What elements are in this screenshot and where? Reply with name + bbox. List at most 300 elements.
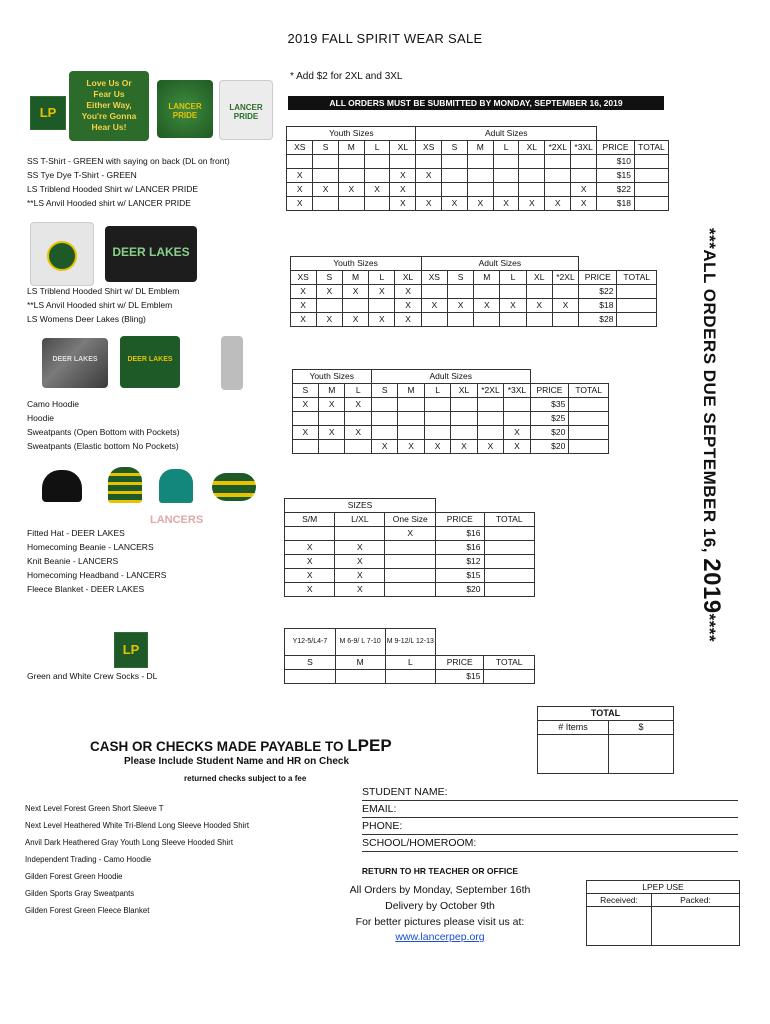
size-cell[interactable]	[500, 285, 526, 299]
size-cell[interactable]: X	[285, 555, 335, 569]
size-cell[interactable]	[545, 169, 571, 183]
size-cell[interactable]	[442, 155, 468, 169]
size-cell[interactable]	[335, 670, 385, 684]
size-cell[interactable]: X	[504, 440, 530, 454]
size-cell[interactable]: X	[552, 299, 578, 313]
size-cell[interactable]: X	[287, 197, 313, 211]
size-cell[interactable]: X	[395, 285, 421, 299]
total-cell[interactable]	[569, 426, 609, 440]
size-cell[interactable]	[385, 541, 436, 555]
size-cell[interactable]: X	[335, 541, 385, 555]
size-cell[interactable]	[504, 412, 530, 426]
size-cell[interactable]: X	[571, 197, 597, 211]
price-cell: $28	[579, 313, 617, 327]
size-cell[interactable]	[571, 169, 597, 183]
size-header: XL	[390, 141, 416, 155]
size-cell[interactable]	[369, 299, 395, 313]
size-cell[interactable]	[338, 155, 364, 169]
size-cell[interactable]: X	[390, 169, 416, 183]
size-cell[interactable]: X	[345, 426, 371, 440]
size-cell[interactable]	[467, 183, 493, 197]
size-header: S	[292, 384, 318, 398]
size-header: M	[398, 384, 424, 398]
size-cell[interactable]	[316, 299, 342, 313]
size-cell[interactable]	[474, 285, 500, 299]
lancer-logo-icon: LP	[30, 96, 66, 130]
size-cell[interactable]	[371, 426, 397, 440]
price-cell: $18	[597, 197, 635, 211]
shirts-order-table	[25, 126, 669, 211]
youth-sizes-header: Youth Sizes	[290, 257, 421, 271]
price-cell: $35	[530, 398, 569, 412]
item-name: Fitted Hat - DEER LAKES	[27, 528, 125, 538]
size-cell[interactable]: X	[477, 440, 503, 454]
received-field[interactable]	[587, 907, 652, 945]
spacer	[25, 271, 290, 285]
student-field-label: EMAIL:	[362, 803, 397, 815]
size-cell[interactable]	[398, 412, 424, 426]
size-header: XL	[519, 141, 545, 155]
size-cell[interactable]	[552, 285, 578, 299]
size-cell[interactable]	[385, 555, 436, 569]
item-name: LS Triblend Hooded Shirt w/ LANCER PRIDE	[27, 184, 199, 194]
spacer	[579, 257, 617, 271]
student-field[interactable]	[362, 818, 738, 835]
spacer	[597, 127, 635, 141]
student-field[interactable]	[362, 801, 738, 818]
size-cell[interactable]	[292, 440, 318, 454]
socks-size-range: M 9-12/L 12-13	[385, 629, 435, 656]
size-header: PRICE	[530, 384, 569, 398]
size-header: S	[371, 384, 397, 398]
size-cell[interactable]	[500, 313, 526, 327]
total-cell[interactable]	[617, 299, 657, 313]
size-cell[interactable]: X	[416, 169, 442, 183]
size-cell[interactable]	[364, 197, 390, 211]
size-cell[interactable]: X	[416, 197, 442, 211]
hoodies-sweatpants-order-table	[25, 369, 609, 454]
size-cell[interactable]	[385, 670, 435, 684]
spacer	[25, 370, 292, 384]
return-line-delivery: Delivery by October 9th	[385, 900, 495, 912]
item-name: Homecoming Headband - LANCERS	[27, 570, 167, 580]
size-cell[interactable]	[519, 169, 545, 183]
socks-size-range: M 6-9/ L 7-10	[335, 629, 385, 656]
item-name: Knit Beanie - LANCERS	[27, 556, 119, 566]
size-cell[interactable]: X	[285, 583, 335, 597]
student-field[interactable]	[362, 784, 738, 801]
size-cell[interactable]: X	[474, 299, 500, 313]
product-source-item: Next Level Heathered White Tri-Blend Long Sleeve Hooded Shirt	[25, 821, 250, 830]
size-cell[interactable]	[424, 412, 450, 426]
returned-checks-note: returned checks subject to a fee	[184, 774, 307, 783]
size-cell[interactable]	[526, 285, 552, 299]
size-cell[interactable]: X	[335, 569, 385, 583]
size-cell[interactable]: X	[287, 169, 313, 183]
size-header: XS	[290, 271, 316, 285]
size-header: S/M	[285, 513, 335, 527]
size-cell[interactable]	[313, 155, 339, 169]
size-cell[interactable]: X	[338, 183, 364, 197]
size-cell[interactable]: X	[545, 197, 571, 211]
price-cell: $16	[436, 541, 484, 555]
size-cell[interactable]	[385, 583, 436, 597]
size-cell[interactable]	[504, 398, 530, 412]
size-cell[interactable]: X	[442, 197, 468, 211]
return-info	[320, 866, 560, 945]
return-line-orders: All Orders by Monday, September 16th	[349, 884, 531, 896]
size-cell[interactable]: X	[285, 541, 335, 555]
size-cell[interactable]: X	[398, 440, 424, 454]
price-cell: $18	[579, 299, 617, 313]
page-title: 2019 FALL SPIRIT WEAR SALE	[287, 31, 483, 46]
size-cell[interactable]	[571, 155, 597, 169]
item-name: SS Tye Dye T-Shirt - GREEN	[27, 170, 137, 180]
size-cell[interactable]	[424, 426, 450, 440]
size-cell[interactable]	[416, 183, 442, 197]
sizes-header: SIZES	[285, 499, 436, 513]
size-cell[interactable]: X	[395, 299, 421, 313]
size-header: *2XL	[545, 141, 571, 155]
promo-line: Hear Us!	[91, 122, 127, 132]
promo-line: Either Way,	[86, 100, 132, 110]
size-header: *3XL	[571, 141, 597, 155]
size-header: XS	[416, 141, 442, 155]
size-cell[interactable]: X	[319, 398, 345, 412]
price-cell: $20	[530, 426, 569, 440]
packed-field[interactable]	[652, 907, 739, 945]
size-cell[interactable]	[519, 183, 545, 197]
total-cell[interactable]	[634, 169, 668, 183]
student-info-fields	[362, 784, 738, 852]
promo-line: Love Us Or	[86, 78, 132, 88]
lpep-use-title: LPEP USE	[587, 881, 739, 894]
lpep-use-box	[586, 880, 740, 946]
total-cell[interactable]	[484, 583, 534, 597]
size-header: One Size	[385, 513, 436, 527]
size-header: L/XL	[335, 513, 385, 527]
deer-lakes-bling-shirt-image: DEER LAKES	[105, 226, 197, 282]
spacer	[25, 656, 285, 670]
size-cell[interactable]	[398, 426, 424, 440]
size-cell[interactable]	[493, 169, 519, 183]
size-cell[interactable]	[526, 313, 552, 327]
student-field[interactable]	[362, 835, 738, 852]
size-cell[interactable]: X	[424, 440, 450, 454]
student-field-label: SCHOOL/HOMEROOM:	[362, 837, 477, 849]
totals-box	[537, 706, 674, 774]
item-name: Green and White Crew Socks - DL	[27, 671, 158, 681]
size-cell[interactable]: X	[451, 440, 477, 454]
size-header: TOTAL	[569, 384, 609, 398]
size-cell[interactable]: X	[345, 398, 371, 412]
item-name: **LS Anvil Hooded shirt w/ DL Emblem	[27, 300, 173, 310]
item-name: SS T-Shirt - GREEN with saying on back (DL on front)	[27, 156, 230, 166]
size-cell[interactable]: X	[316, 285, 342, 299]
size-cell[interactable]	[447, 313, 473, 327]
size-header: M	[338, 141, 364, 155]
include-name-note: Please Include Student Name and HR on Check	[124, 756, 350, 767]
youth-sizes-header: Youth Sizes	[287, 127, 416, 141]
size-cell[interactable]	[477, 412, 503, 426]
total-cell[interactable]	[484, 555, 534, 569]
size-cell[interactable]	[424, 398, 450, 412]
size-header: XL	[526, 271, 552, 285]
price-cell: $20	[530, 440, 569, 454]
size-cell[interactable]: X	[385, 527, 436, 541]
return-title: RETURN TO HR TEACHER OR OFFICE	[361, 866, 519, 876]
size-cell[interactable]	[451, 426, 477, 440]
size-cell[interactable]: X	[285, 569, 335, 583]
total-cell[interactable]	[634, 155, 668, 169]
price-cell: $22	[597, 183, 635, 197]
size-header: XL	[451, 384, 477, 398]
lancers-label: LANCERS	[150, 514, 204, 526]
size-cell[interactable]	[545, 183, 571, 197]
size-cell[interactable]: X	[519, 197, 545, 211]
size-cell[interactable]: X	[395, 313, 421, 327]
size-cell[interactable]: X	[319, 426, 345, 440]
product-source-item: Anvil Dark Heathered Gray Youth Long Sleeve Hooded Shirt	[25, 838, 234, 847]
size-cell[interactable]	[285, 527, 335, 541]
item-name: Sweatpants (Open Bottom with Pockets)	[27, 427, 180, 437]
size-cell[interactable]	[371, 398, 397, 412]
size-cell[interactable]	[451, 398, 477, 412]
size-cell[interactable]	[451, 412, 477, 426]
total-cell[interactable]	[634, 183, 668, 197]
spacer	[25, 384, 292, 398]
size-header: L	[345, 384, 371, 398]
size-cell[interactable]	[447, 285, 473, 299]
lancer-logo-icon: LP	[114, 632, 148, 668]
size-cell[interactable]: X	[571, 183, 597, 197]
size-cell[interactable]	[519, 155, 545, 169]
total-cell[interactable]	[484, 541, 534, 555]
return-line-pictures: For better pictures please visit us at:	[355, 916, 525, 928]
size-cell[interactable]	[442, 169, 468, 183]
total-cell[interactable]	[634, 197, 668, 211]
spacer	[25, 513, 285, 527]
total-cell[interactable]	[484, 569, 534, 583]
socks-size-range: Y12-5/L4-7	[285, 629, 335, 656]
total-cell[interactable]	[617, 313, 657, 327]
received-label: Received:	[587, 894, 652, 906]
deadline-banner: ALL ORDERS MUST BE SUBMITTED BY MONDAY, SEPTEMBER 16, 2019	[288, 96, 664, 110]
size-cell[interactable]	[342, 299, 368, 313]
size-cell[interactable]: X	[287, 183, 313, 197]
spacer	[484, 629, 535, 656]
items-count-label: # Items	[538, 721, 609, 734]
spacer	[25, 127, 287, 141]
size-cell[interactable]: X	[467, 197, 493, 211]
total-cell[interactable]	[569, 412, 609, 426]
youth-sizes-header: Youth Sizes	[292, 370, 371, 384]
size-cell[interactable]	[416, 155, 442, 169]
total-cell[interactable]	[617, 285, 657, 299]
items-count-field[interactable]	[538, 735, 609, 773]
size-cell[interactable]: X	[290, 313, 316, 327]
white-hoodie-image: LANCER PRIDE	[219, 80, 273, 140]
size-cell[interactable]: X	[290, 285, 316, 299]
size-cell[interactable]	[477, 426, 503, 440]
size-cell[interactable]: X	[421, 299, 447, 313]
spacer	[634, 127, 668, 141]
size-cell[interactable]	[287, 155, 313, 169]
total-cell[interactable]	[484, 670, 535, 684]
size-cell[interactable]	[313, 169, 339, 183]
size-cell[interactable]	[319, 440, 345, 454]
size-cell[interactable]: X	[369, 313, 395, 327]
size-header: PRICE	[579, 271, 617, 285]
spacer	[569, 370, 609, 384]
size-cell[interactable]: X	[335, 555, 385, 569]
adult-sizes-header: Adult Sizes	[371, 370, 530, 384]
dollar-total-label: $	[638, 722, 644, 732]
size-cell[interactable]	[545, 155, 571, 169]
size-cell[interactable]	[552, 313, 578, 327]
size-cell[interactable]: X	[371, 440, 397, 454]
total-cell[interactable]	[569, 398, 609, 412]
size-cell[interactable]	[398, 398, 424, 412]
website-link[interactable]: www.lancerpep.org	[395, 931, 485, 943]
size-header: TOTAL	[617, 271, 657, 285]
green-hoodie-image: DEER LAKES	[120, 336, 180, 388]
size-header: S	[316, 271, 342, 285]
size-header: XL	[395, 271, 421, 285]
price-cell: $20	[436, 583, 484, 597]
size-cell[interactable]: X	[290, 299, 316, 313]
size-cell[interactable]	[442, 183, 468, 197]
size-cell[interactable]	[477, 398, 503, 412]
item-name: Hoodie	[27, 413, 54, 423]
item-name: **LS Anvil Hooded shirt w/ LANCER PRIDE	[27, 198, 191, 208]
size-cell[interactable]: X	[447, 299, 473, 313]
camo-hoodie-image: DEER LAKES	[42, 338, 108, 388]
size-cell[interactable]	[371, 412, 397, 426]
size-header: M	[342, 271, 368, 285]
spacer	[25, 499, 285, 513]
product-source-item: Gilden Forest Green Fleece Blanket	[25, 906, 150, 915]
spacer	[435, 629, 484, 656]
size-cell[interactable]	[493, 155, 519, 169]
spacer	[25, 629, 285, 656]
price-cell: $22	[579, 285, 617, 299]
size-cell[interactable]	[493, 183, 519, 197]
price-cell: $15	[436, 569, 484, 583]
size-cell[interactable]	[313, 197, 339, 211]
size-cell[interactable]: X	[364, 183, 390, 197]
price-cell: $15	[435, 670, 484, 684]
size-cell[interactable]	[467, 155, 493, 169]
size-cell[interactable]: X	[369, 285, 395, 299]
item-name: Camo Hoodie	[27, 399, 79, 409]
size-cell[interactable]	[338, 169, 364, 183]
size-cell[interactable]	[390, 155, 416, 169]
size-cell[interactable]: X	[390, 183, 416, 197]
size-cell[interactable]	[345, 412, 371, 426]
size-cell[interactable]	[364, 169, 390, 183]
spacer	[25, 141, 287, 155]
item-name: Sweatpants (Elastic bottom No Pockets)	[27, 441, 179, 451]
size-header: *2XL	[552, 271, 578, 285]
size-cell[interactable]: X	[342, 285, 368, 299]
size-surcharge-note: * Add $2 for 2XL and 3XL	[290, 71, 403, 82]
size-cell[interactable]	[467, 169, 493, 183]
payable-note: CASH OR CHECKS MADE PAYABLE TO LPEP	[90, 736, 392, 755]
item-name: LS Womens Deer Lakes (Bling)	[27, 314, 146, 324]
size-cell[interactable]	[364, 155, 390, 169]
spacer	[484, 499, 534, 513]
size-header: TOTAL	[634, 141, 668, 155]
size-header: XS	[287, 141, 313, 155]
size-cell[interactable]	[292, 412, 318, 426]
size-cell[interactable]: X	[313, 183, 339, 197]
size-cell[interactable]	[474, 313, 500, 327]
size-cell[interactable]: X	[292, 398, 318, 412]
size-header: M	[467, 141, 493, 155]
size-cell[interactable]: X	[504, 426, 530, 440]
dollar-total-field[interactable]	[609, 735, 673, 773]
size-header: S	[285, 656, 335, 670]
size-cell[interactable]: X	[500, 299, 526, 313]
adult-sizes-header: Adult Sizes	[416, 127, 597, 141]
size-header: S	[447, 271, 473, 285]
price-cell: $12	[436, 555, 484, 569]
size-cell[interactable]	[319, 412, 345, 426]
size-header: TOTAL	[484, 513, 534, 527]
size-header: L	[424, 384, 450, 398]
size-cell[interactable]	[421, 285, 447, 299]
product-source-list	[25, 800, 345, 919]
size-cell[interactable]	[335, 527, 385, 541]
total-cell[interactable]	[569, 440, 609, 454]
total-cell[interactable]	[484, 527, 534, 541]
size-header: *2XL	[477, 384, 503, 398]
size-cell[interactable]: X	[342, 313, 368, 327]
price-cell: $25	[530, 412, 569, 426]
promo-line: You're Gonna	[81, 111, 137, 121]
size-header: PRICE	[436, 513, 484, 527]
size-cell[interactable]	[421, 313, 447, 327]
size-header: L	[493, 141, 519, 155]
student-field-label: STUDENT NAME:	[362, 786, 448, 798]
size-cell[interactable]	[285, 670, 335, 684]
product-source-item: Next Level Forest Green Short Sleeve T	[25, 804, 164, 813]
size-cell[interactable]: X	[335, 583, 385, 597]
size-header: L	[364, 141, 390, 155]
item-name: Homecoming Beanie - LANCERS	[27, 542, 154, 552]
size-cell[interactable]: X	[292, 426, 318, 440]
size-cell[interactable]	[345, 440, 371, 454]
size-cell[interactable]	[338, 197, 364, 211]
promo-line: Fear Us	[93, 89, 125, 99]
size-cell[interactable]: X	[316, 313, 342, 327]
product-source-item: Gilden Forest Green Hoodie	[25, 872, 123, 881]
size-cell[interactable]: X	[526, 299, 552, 313]
hooded-shirts-order-table	[25, 256, 657, 327]
size-cell[interactable]: X	[493, 197, 519, 211]
spacer	[436, 499, 484, 513]
item-name: Fleece Blanket - DEER LAKES	[27, 584, 145, 594]
size-cell[interactable]	[385, 569, 436, 583]
size-header: TOTAL	[484, 656, 535, 670]
size-cell[interactable]: X	[390, 197, 416, 211]
headband-image	[212, 473, 256, 501]
product-source-item: Gilden Sports Gray Sweatpants	[25, 889, 135, 898]
size-header: XS	[421, 271, 447, 285]
spacer	[25, 257, 290, 271]
spacer	[530, 370, 569, 384]
